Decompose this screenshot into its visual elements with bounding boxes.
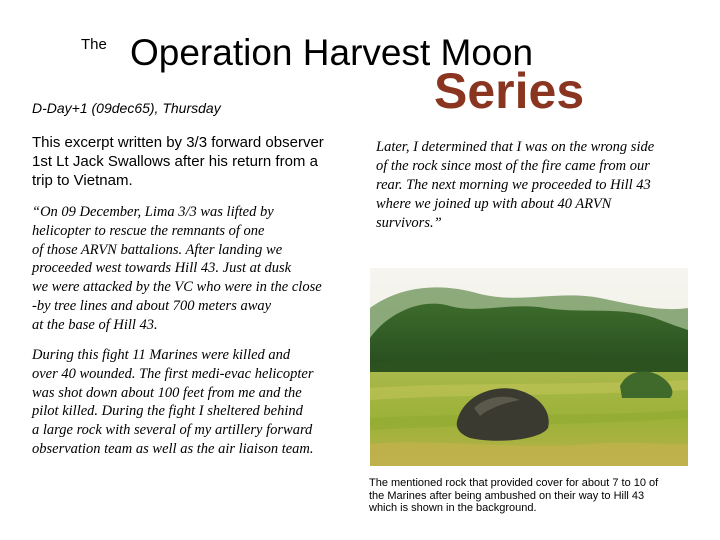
text-line: observation team as well as the air liaison team. [32, 440, 314, 457]
quote-paragraph-3 [376, 138, 688, 233]
text-line: Later, I determined that I was on the wrong side [376, 139, 655, 155]
foreground-grass [370, 442, 688, 466]
quote-paragraph-1 [32, 203, 362, 335]
text-line: the Marines after being ambushed on their way to Hill 43 [369, 489, 645, 502]
text-line: pilot killed. During the fight I sheltered behind [32, 403, 303, 420]
text-line: was shot down about 100 feet from me and the [32, 384, 302, 401]
text-line: rear. The next morning we proceeded to Hill 43 [376, 177, 651, 193]
title-prefix: The [81, 36, 107, 53]
text-line: 1st Lt Jack Swallows after his return from a [32, 153, 318, 170]
text-line: The mentioned rock that provided cover for about 7 to 10 of [369, 477, 659, 489]
text-line: This excerpt written by 3/3 forward observer [32, 134, 324, 151]
text-line: we were attacked by the VC who were in the close [32, 279, 322, 296]
text-line: -by tree lines and about 700 meters away [32, 297, 272, 314]
text-line: at the base of Hill 43. [32, 316, 158, 333]
text-line: During this fight 11 Marines were killed and [32, 347, 291, 363]
date-subtitle: D-Day+1 (09dec65), Thursday [32, 100, 221, 116]
photo-caption [369, 477, 699, 515]
text-line: a large rock with several of my artillery forward [32, 422, 313, 439]
text-line: over 40 wounded. The first medi-evac helicopter [32, 365, 314, 382]
text-line: where we joined up with about 40 ARVN [376, 196, 612, 212]
text-line: “On 09 December, Lima 3/3 was lifted by [32, 204, 274, 220]
text-line: which is shown in the background. [369, 502, 537, 514]
text-line: of those ARVN battalions. After landing we [32, 241, 283, 258]
text-line: trip to Vietnam. [32, 172, 133, 189]
intro-paragraph [32, 133, 352, 190]
landscape-photo [370, 268, 688, 466]
text-line: helicopter to rescue the remnants of one [32, 222, 265, 239]
text-line: of the rock since most of the fire came from our [376, 158, 650, 174]
quote-paragraph-2 [32, 346, 352, 459]
series-label: Series [434, 63, 585, 119]
text-line: survivors.” [376, 215, 442, 231]
text-line: proceeded west towards Hill 43. Just at dusk [32, 260, 292, 277]
page-title: Operation Harvest Moon [130, 32, 534, 73]
